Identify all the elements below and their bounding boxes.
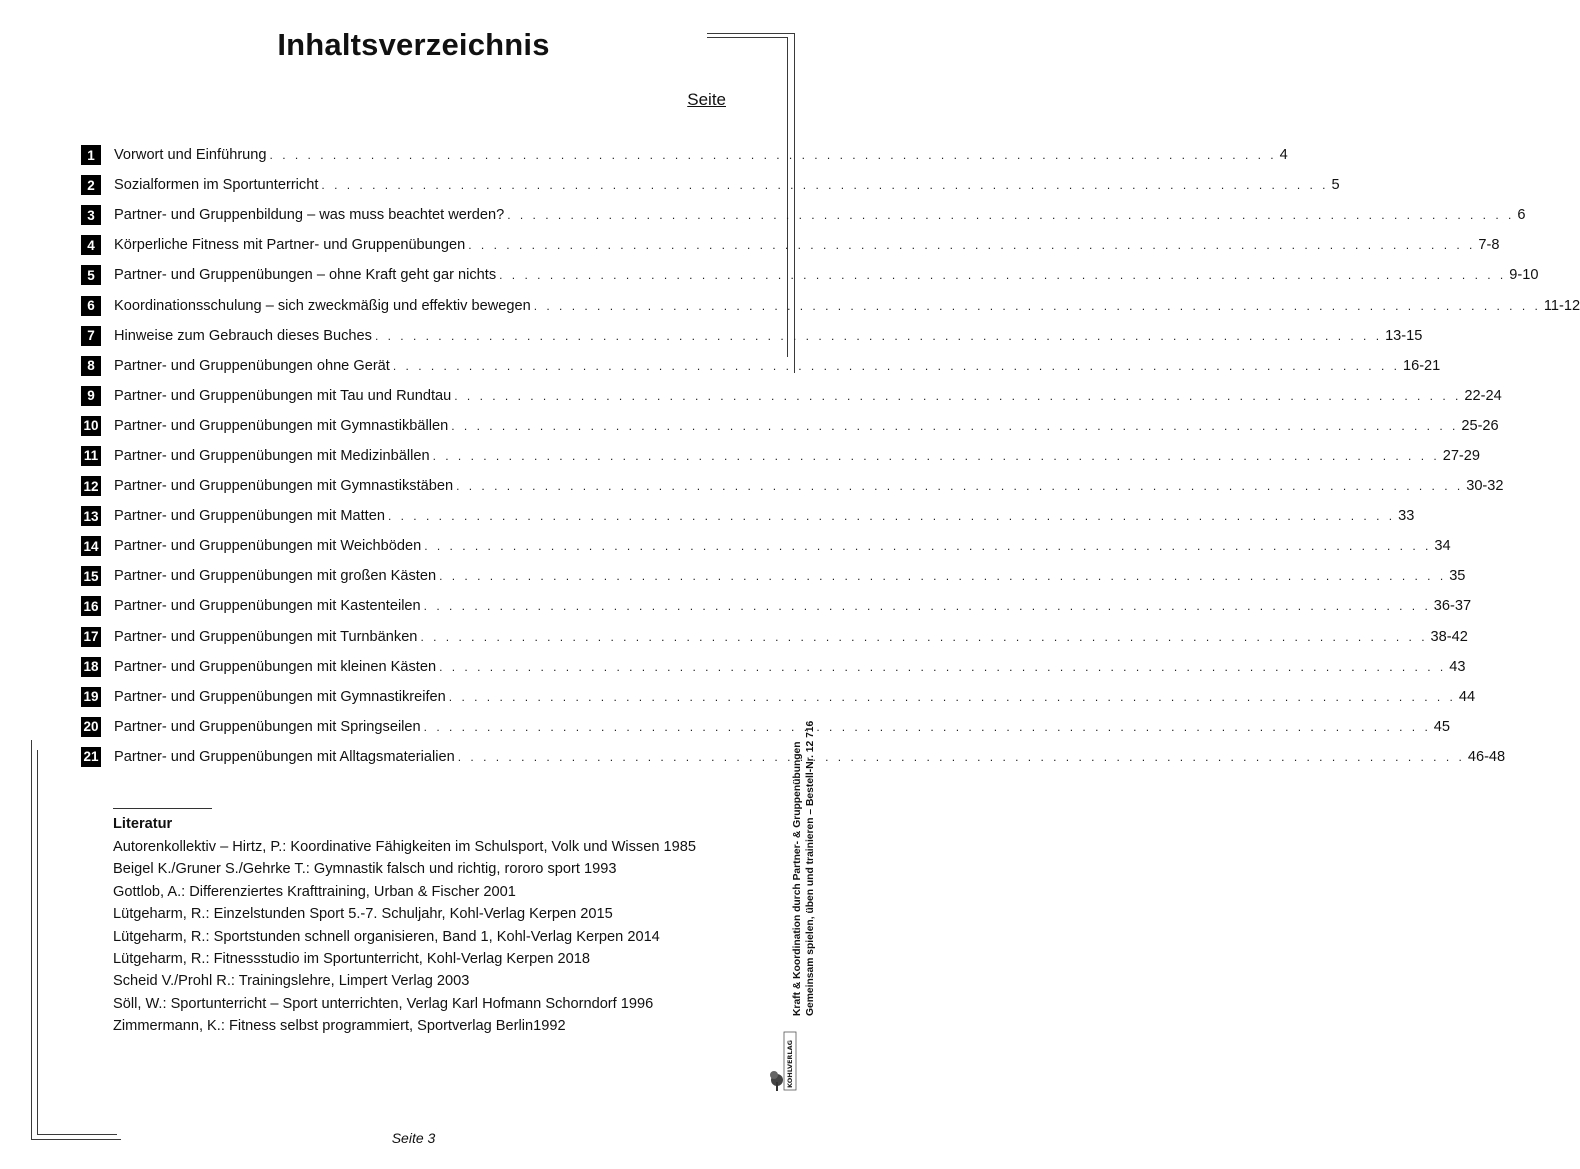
literature-item: Söll, W.: Sportunterricht – Sport unterrichten, Verlag Karl Hofmann Schorndorf 1996 [113, 995, 654, 1012]
toc-row [81, 200, 1526, 230]
toc-leader-dots: . . . . . . . . . . . . . . . . . . . . . . . . . . . . . . . . . . . . . . . . . . . . . . . . . . . . . . . . . . . . . . . . . . . . . . . . . . . . . . . . [392, 358, 1400, 373]
toc-leader-dots: . . . . . . . . . . . . . . . . . . . . . . . . . . . . . . . . . . . . . . . . . . . . . . . . . . . . . . . . . . . . . . . . . . . . . . . . . . . . . . . . [269, 148, 1277, 163]
toc-row [81, 712, 1451, 742]
toc-number-badge: 16 [81, 596, 101, 616]
toc-entry-title: Partner- und Gruppenübungen mit Gymnastikstäben [114, 478, 454, 495]
toc-leader-dots: . . . . . . . . . . . . . . . . . . . . . . . . . . . . . . . . . . . . . . . . . . . . . . . . . . . . . . . . . . . . . . . . . . . . . . . . . . . . . . . . [456, 479, 1464, 494]
toc-number-badge: 7 [81, 326, 101, 346]
toc-page-number: 34 [1434, 538, 1451, 555]
toc-number-badge: 3 [81, 205, 101, 225]
page-title: Inhaltsverzeichnis [277, 27, 550, 62]
toc-leader-dots: . . . . . . . . . . . . . . . . . . . . . . . . . . . . . . . . . . . . . . . . . . . . . . . . . . . . . . . . . . . . . . . . . . . . . . . . . . . . . . . . [423, 599, 1431, 614]
toc-page-number: 13-15 [1385, 327, 1423, 344]
toc-number-badge: 11 [81, 446, 101, 466]
toc-entry-title: Partner- und Gruppenübungen mit Medizinbällen [114, 447, 430, 464]
toc-number-badge: 9 [81, 386, 101, 406]
toc-entry-title: Partner- und Gruppenübungen – ohne Kraft geht gar nichts [114, 267, 497, 284]
side-text-line1: Kraft & Koordination durch Partner- & Gruppenübungen [792, 741, 803, 1016]
toc-leader-dots: . . . . . . . . . . . . . . . . . . . . . . . . . . . . . . . . . . . . . . . . . . . . . . . . . . . . . . . . . . . . . . . . . . . . . . . . . . . . . . . . [420, 629, 1428, 644]
toc-number-badge: 4 [81, 235, 101, 255]
toc-number-badge: 13 [81, 506, 101, 526]
toc-leader-dots: . . . . . . . . . . . . . . . . . . . . . . . . . . . . . . . . . . . . . . . . . . . . . . . . . . . . . . . . . . . . . . . . . . . . . . . . . . . . . . . . [457, 749, 1465, 764]
toc-row [81, 501, 1415, 531]
toc-number-badge: 5 [81, 265, 101, 285]
toc-page-number: 33 [1398, 508, 1415, 525]
frame-right-v1 [794, 33, 795, 373]
toc-row [81, 591, 1472, 621]
toc-entry-title: Partner- und Gruppenübungen mit Gymnastikreifen [114, 688, 446, 705]
toc-number-badge: 18 [81, 657, 101, 677]
toc-row [81, 290, 1580, 320]
toc-entry-title: Partner- und Gruppenübungen mit großen Kästen [114, 568, 437, 585]
toc-number-badge: 15 [81, 566, 101, 586]
toc-entry-title: Partner- und Gruppenübungen mit Springseilen [114, 718, 421, 735]
toc-leader-dots: . . . . . . . . . . . . . . . . . . . . . . . . . . . . . . . . . . . . . . . . . . . . . . . . . . . . . . . . . . . . . . . . . . . . . . . . . . . . . . . . [451, 418, 1459, 433]
toc-row [81, 742, 1506, 772]
toc-number-badge: 8 [81, 356, 101, 376]
literature-item: Lütgeharm, R.: Sportstunden schnell organisieren, Band 1, Kohl-Verlag Kerpen 2014 [113, 928, 660, 945]
toc-entry-title: Partner- und Gruppenübungen mit Gymnastikbällen [114, 417, 449, 434]
toc-number-badge: 2 [81, 175, 101, 195]
toc-page-number: 30-32 [1466, 478, 1504, 495]
toc-leader-dots: . . . . . . . . . . . . . . . . . . . . . . . . . . . . . . . . . . . . . . . . . . . . . . . . . . . . . . . . . . . . . . . . . . . . . . . . . . . . . . . . [387, 509, 1396, 524]
side-book-info [792, 721, 817, 1016]
literature-item: Beigel K./Gruner S./Gehrke T.: Gymnastik falsch und richtig, rororo sport 1993 [113, 861, 617, 878]
page-footer: Seite 3 [391, 1130, 436, 1146]
toc-entry-title: Partner- und Gruppenübungen mit Turnbänken [114, 628, 418, 645]
toc-entry-title: Körperliche Fitness mit Partner- und Gruppenübungen [114, 237, 466, 254]
toc-entry-title: Partner- und Gruppenübungen mit Weichböden [114, 538, 422, 555]
literature-item: Autorenkollektiv – Hirtz, P.: Koordinative Fähigkeiten im Schulsport, Volk und Wissen 1985 [113, 839, 696, 855]
literature-item: Lütgeharm, R.: Einzelstunden Sport 5.-7. Schuljahr, Kohl-Verlag Kerpen 2015 [113, 906, 613, 923]
toc-number-badge: 10 [81, 416, 101, 436]
toc-row [81, 531, 1451, 561]
page-column-heading: Seite [687, 90, 726, 109]
toc-entry-title: Sozialformen im Sportunterricht [114, 177, 319, 194]
toc-number-badge: 14 [81, 536, 101, 556]
toc-leader-dots: . . . . . . . . . . . . . . . . . . . . . . . . . . . . . . . . . . . . . . . . . . . . . . . . . . . . . . . . . . . . . . . . . . . . . . . . . . . . . . . . [448, 689, 1456, 704]
toc-leader-dots: . . . . . . . . . . . . . . . . . . . . . . . . . . . . . . . . . . . . . . . . . . . . . . . . . . . . . . . . . . . . . . . . . . . . . . . . . . . . . . . . [321, 178, 1329, 193]
toc-number-badge: 6 [81, 296, 101, 316]
toc-leader-dots: . . . . . . . . . . . . . . . . . . . . . . . . . . . . . . . . . . . . . . . . . . . . . . . . . . . . . . . . . . . . . . . . . . . . . . . . . . . . . . . . [374, 328, 1383, 343]
toc-page-number: 43 [1449, 658, 1466, 675]
toc-page-number: 11-12 [1543, 297, 1580, 314]
toc-row [81, 230, 1500, 260]
toc-page-number: 45 [1433, 718, 1451, 735]
toc-page-number: 16-21 [1402, 357, 1441, 374]
toc-row [81, 682, 1476, 712]
toc-number-badge: 21 [81, 747, 101, 767]
toc-row [81, 441, 1481, 471]
toc-page-number: 25-26 [1461, 417, 1499, 434]
publisher-logo [769, 1030, 799, 1094]
toc-leader-dots: . . . . . . . . . . . . . . . . . . . . . . . . . . . . . . . . . . . . . . . . . . . . . . . . . . . . . . . . . . . . . . . . . . . . . . . . . . . . . . . . [424, 539, 1432, 554]
table-of-contents [81, 140, 1580, 772]
toc-number-badge: 1 [81, 145, 101, 165]
toc-row [81, 652, 1466, 682]
toc-leader-dots: . . . . . . . . . . . . . . . . . . . . . . . . . . . . . . . . . . . . . . . . . . . . . . . . . . . . . . . . . . . . . . . . . . . . . . . . . . . . . . . . [439, 569, 1447, 584]
toc-entry-title: Koordinationsschulung – sich zweckmäßig und effektiv bewegen [114, 297, 531, 314]
toc-row [81, 381, 1502, 411]
toc-page-number: 9-10 [1509, 267, 1539, 284]
toc-entry-title: Partner- und Gruppenübungen mit kleinen Kästen [114, 658, 437, 675]
toc-page-number: 36-37 [1433, 598, 1472, 615]
literature-list [113, 836, 696, 1038]
toc-leader-dots: . . . . . . . . . . . . . . . . . . . . . . . . . . . . . . . . . . . . . . . . . . . . . . . . . . . . . . . . . . . . . . . . . . . . . . . . . . . . . . . . [507, 208, 1515, 223]
toc-page-number: 46-48 [1467, 748, 1506, 765]
side-text-line2: Gemeinsam spielen, üben und trainieren – Bestell-Nr. 12 716 [804, 720, 816, 1016]
toc-row [81, 471, 1504, 501]
toc-page-number: 38-42 [1430, 628, 1468, 645]
literature-rule [113, 808, 212, 809]
toc-row [81, 351, 1441, 381]
toc-entry-title: Partner- und Gruppenübungen mit Tau und Rundtau [114, 387, 452, 404]
toc-row [81, 622, 1468, 652]
literature-item: Scheid V./Prohl R.: Trainingslehre, Limpert Verlag 2003 [113, 973, 470, 990]
logo-wordmark: KOHLVERLAG [786, 1040, 794, 1088]
toc-leader-dots: . . . . . . . . . . . . . . . . . . . . . . . . . . . . . . . . . . . . . . . . . . . . . . . . . . . . . . . . . . . . . . . . . . . . . . . . . . . . . . . . [439, 659, 1447, 674]
toc-page-number: 6 [1517, 207, 1526, 224]
toc-entry-title: Hinweise zum Gebrauch dieses Buches [114, 327, 372, 344]
toc-page-number: 5 [1331, 177, 1340, 194]
toc-number-badge: 19 [81, 687, 101, 707]
toc-entry-title: Partner- und Gruppenübungen ohne Gerät [114, 357, 390, 374]
toc-number-badge: 17 [81, 627, 101, 647]
toc-leader-dots: . . . . . . . . . . . . . . . . . . . . . . . . . . . . . . . . . . . . . . . . . . . . . . . . . . . . . . . . . . . . . . . . . . . . . . . . . . . . . . . . [468, 238, 1476, 253]
toc-page-number: 35 [1449, 568, 1466, 585]
toc-page-number: 4 [1279, 147, 1288, 164]
toc-leader-dots: . . . . . . . . . . . . . . . . . . . . . . . . . . . . . . . . . . . . . . . . . . . . . . . . . . . . . . . . . . . . . . . . . . . . . . . . . . . . . . . . [499, 268, 1507, 283]
toc-page-number: 27-29 [1442, 447, 1481, 464]
toc-page-number: 22-24 [1464, 387, 1502, 404]
toc-row [81, 140, 1288, 170]
toc-entry-title: Partner- und Gruppenübungen mit Matten [114, 508, 385, 525]
toc-row [81, 170, 1340, 200]
literature-item: Lütgeharm, R.: Fitnessstudio im Sportunterricht, Kohl-Verlag Kerpen 2018 [113, 951, 590, 968]
toc-entry-title: Partner- und Gruppenübungen mit Kastenteilen [114, 598, 421, 615]
toc-leader-dots: . . . . . . . . . . . . . . . . . . . . . . . . . . . . . . . . . . . . . . . . . . . . . . . . . . . . . . . . . . . . . . . . . . . . . . . . . . . . . . . . [423, 719, 1431, 734]
toc-number-badge: 20 [81, 717, 101, 737]
literature-item: Zimmermann, K.: Fitness selbst programmiert, Sportverlag Berlin1992 [113, 1018, 566, 1035]
toc-page-number: 7-8 [1478, 237, 1500, 254]
toc-number-badge: 12 [81, 476, 101, 496]
frame-left-v2 [37, 750, 38, 1134]
toc-page-number: 44 [1458, 688, 1476, 705]
toc-row [81, 260, 1539, 290]
toc-leader-dots: . . . . . . . . . . . . . . . . . . . . . . . . . . . . . . . . . . . . . . . . . . . . . . . . . . . . . . . . . . . . . . . . . . . . . . . . . . . . . . . . [432, 448, 1440, 463]
literature-heading: Literatur [113, 816, 173, 832]
toc-row [81, 411, 1499, 441]
toc-leader-dots: . . . . . . . . . . . . . . . . . . . . . . . . . . . . . . . . . . . . . . . . . . . . . . . . . . . . . . . . . . . . . . . . . . . . . . . . . . . . . . . . [454, 388, 1462, 403]
literature-item: Gottlob, A.: Differenziertes Krafttraining, Urban & Fischer 2001 [113, 883, 516, 900]
toc-row [81, 321, 1423, 351]
toc-row [81, 561, 1466, 591]
toc-entry-title: Partner- und Gruppenbildung – was muss beachtet werden? [114, 207, 505, 224]
frame-left-v1 [31, 740, 32, 1140]
toc-entry-title: Partner- und Gruppenübungen mit Alltagsmaterialien [114, 748, 455, 765]
toc-entry-title: Vorwort und Einführung [114, 147, 267, 164]
toc-leader-dots: . . . . . . . . . . . . . . . . . . . . . . . . . . . . . . . . . . . . . . . . . . . . . . . . . . . . . . . . . . . . . . . . . . . . . . . . . . . . . . . . [533, 298, 1541, 313]
